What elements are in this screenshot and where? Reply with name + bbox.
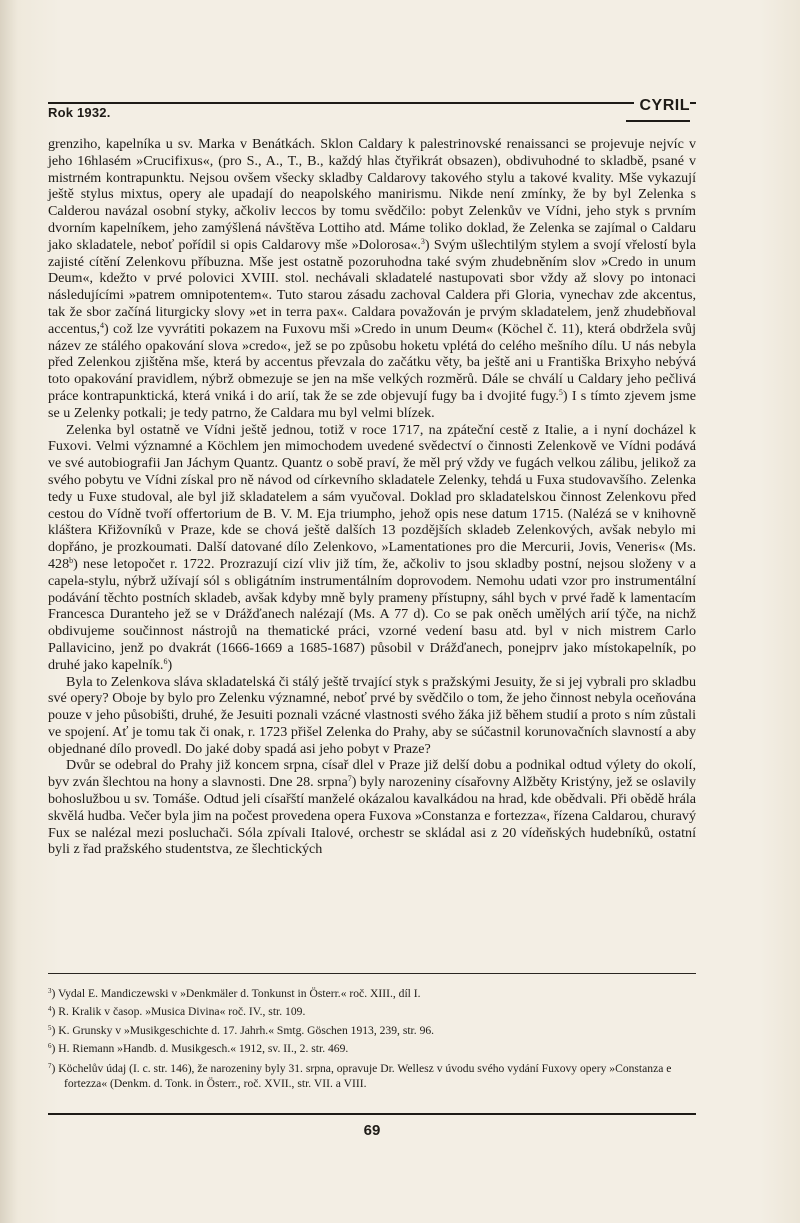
- footnote: [48, 1061, 696, 1091]
- paragraph: [48, 674, 696, 758]
- paragraph: [48, 136, 696, 422]
- footnote: [48, 985, 696, 1003]
- text-run: Dvůr se odebral do Prahy již koncem srpna, císař dlel v Praze již delší dobu a podnikal odtud výlety do okolí, byv zván šlechtou na hony a slavnosti. Dne 28. srpna: [48, 757, 696, 791]
- footnote-marker: 3: [420, 236, 425, 246]
- footnote-number: 5: [48, 1023, 52, 1032]
- footnote-text: ) Vydal E. Mandiczewski v »Denkmäler d. Tonkunst in Österr.« roč. XIII., díl I.: [51, 987, 421, 1000]
- footnote: [48, 1040, 696, 1058]
- footnote-marker: 4: [100, 320, 105, 330]
- footnote-text: ) R. Kralik v časop. »Musica Divina« roč. IV., str. 109.: [51, 1005, 306, 1019]
- footnote: [48, 1022, 696, 1040]
- running-header: [48, 96, 696, 126]
- footnote: [48, 1003, 696, 1021]
- text-run: Byla to Zelenkova sláva skladatelská či stálý ještě trvající styk s pražskými Jesuity, že si jej vybrali pro skladbu své opery? Oboje by bylo pro Zelenku významné, neboť prvé by svědčilo o tom, že jeho činnost nebyla oceňována pouze v jeho působišti, druhé, že Jesuiti poznali vzácné vlastnosti svého žáka již během studií a proto s ním zůstali ve spojení. Ať je tomu tak či onak, r. 1723 přišel Zelenka do Prahy, aby se súčastnil korunovačních slavností a aby objednané dílo provedl. Do jaké doby spadá asi jeho pobyt v Praze?: [48, 673, 696, 757]
- footnote-marker: 7: [347, 774, 352, 784]
- text-run: ) což lze vyvrátiti pokazem na Fuxovu mši »Credo in unum Deum« (Köchel č. 11), která obdržela svůj název ze stálého opakování slova »credo«, jež se po způsobu hoketu vplétá do celého mešního dílu. U nás nebyla před Zelenkou zjištěna mše, která by accentus převzala do začátku věty, ba ještě ani u Františka Brixyho nebývá toto opakování pravidlem, nýbrž obmezuje se jen na mše velkých rozměrů. Dále se chválí u Caldary jeho pečlivá práce kontrapunktická, která vniká i do arií, tak že se zde objevují fugy ba i dvojité fugy.: [48, 320, 696, 404]
- footnote-marker: b: [69, 555, 74, 565]
- text-run: ) Svým ušlechtilým stylem a svojí vřelostí byla zajisté cítění Zelenkovu příbuzna. Mše jest ostatně pozoruhodna také svým zhudebněním slov »Credo in unum Deum«, kdežto v prvé polovici XVIII. stol. nechávali skladatelé nastupovati sbor vždy až slovy po intonaci následujícími »patrem omnipotentem«. Tuto starou zásadu zachoval Caldera při Gloria, vynechav zde akcentus, tak že sbor začíná liturgicky slovy »et in terra pax«. Caldara považován je prvým skladatelem, jenž zhudebňoval accentus,: [48, 236, 696, 337]
- footer-rule: [48, 1113, 696, 1115]
- paragraph: [48, 422, 696, 674]
- footnote-number: 7: [48, 1061, 52, 1070]
- header-title-underline: [626, 120, 690, 122]
- footnote-text: ) Köchelův údaj (I. c. str. 146), že narozeniny byly 31. srpna, opravuje Dr. Wellesz v úvodu svého vydání Fuxovy opery »Constanza e fortezza« (Denkm. d. Tonk. in Österr., roč. XVII., str. VII. a VIII.: [51, 1061, 672, 1090]
- text-run: ): [167, 656, 173, 673]
- text-run: ) I s tímto zjevem jsme se u Zelenky potkali; je tedy patrno, že Caldara mu byl velmi blízek.: [48, 387, 697, 421]
- text-run: Zelenka byl ostatně ve Vídni ještě jednou, totiž v roce 1717, na zpáteční cestě z Italie, a i nyní docházel k Fuxovi. Velmi významné a Köchlem jen mimochodem uvedené svědectví o činnosti Zelenkově ve Vídni podává ve své autobiografii Jan Jáchym Quantz. Quantz o sobě praví, že měl prý vždy ve fugách velkou zálibu, jelikož za svého pobytu ve Vídni získal pro ně návod od církevního skladatele Zelenky, tehdá u Fuxa studovavšího. Zelenka tedy u Fuxe studoval, ale byl již skladatelem a sám vyučoval. Doklad pro skladatelskou činnost Zelenkovu před cestou do Vídně tvoří offertorium de B. V. M. Eja triumpho, jehož opis nese datum 1715. (Nalézá se v knihovně kláštera Křižovníků v Praze, kde se chová ještě dalších 13 pozdějších skladeb Zelenkových, avšak nebylo mi dopřáno, je prozkoumati. Další datované dílo Zelenkovo, »Lamentationes pro die Mercurii, Jovis, Veneris« (Ms. 428: [48, 421, 696, 572]
- text-run: grenziho, kapelníka u sv. Marka v Benátkách. Sklon Caldary k palestrinovské renaissanci se projevuje nejvíc v jeho 16hlasém »Crucifixus«, (pro S., A., T., B., každý hlas čtyřikrát obsazen), obdivuhodné to skladbě, psané v mistrném kontrapunktu. Nejsou ovšem všecky skladby Caldarovy takového stylu a takové kvality. Mše vykazují ještě stylus mixtus, opery ale upadají do neapolského manirismu. Nikde není zmínky, že by byl Zelenka s Calderou navázal osobní styky, ačkoliv leccos by tomu svědčilo: pobyt Zelenkův ve Vídni, jeho styk s prvním dvorním kapelníkem, jeho zamýšlená návštěva Lottiho atd. Máme toliko doklad, že Zelenka se zajímal o Caldaru jako skladatele, neboť pořídil si opis Caldarovy mše »Dolorosa«.: [48, 136, 696, 253]
- header-year: Rok 1932.: [48, 105, 111, 120]
- text-run: ) nese letopočet r. 1722. Prozrazují cizí vliv již tím, že, ačkoliv to jsou skladby postní, nejsou složeny v a capela-stylu, nýbrž užívají sól s obligátním instrumentálním doprovodem. Nemohu udati vzor pro instrumentální podávání těchto postních skladeb, avšak kdyby mně byly prameny přístupny, sáhl bych v prvé řadě k lamentacím Francesca Duranteho jež se v Drážďanech nalézají (Ms. A 77 d). Co se pak oněch umělých arií týče, na nichž obdivujeme součinnost nástrojů na thematické práci, vzorné vedení basu atd. byl v nich mistrem Carlo Pallavicino, jenž po dvakrát (1666-1669 a 1685-1687) působil v Drážďanech, ponejprv jako místokapelník, po druhé jako kapelník.: [48, 555, 696, 673]
- footnote-separator: [48, 973, 696, 974]
- footnote-text: ) K. Grunsky v »Musikgeschichte d. 17. Jahrh.« Smtg. Göschen 1913, 239, str. 96.: [51, 1023, 435, 1037]
- page-number: 69: [363, 1122, 381, 1139]
- main-text: [48, 136, 696, 858]
- paragraph: [48, 757, 696, 858]
- header-rule: [48, 102, 696, 104]
- footnote-number: 6: [48, 1042, 52, 1051]
- text-run: ) byly narozeniny císařovny Alžběty Kristýny, jež se oslavily bohoslužbou u sv. Tomáše. Odtud jeli císařští manželé okázalou kavalkádou na hrad, kde obědvali. Při obědě hrála skvělá hudba. Večer byla jim na počest provedena opera Fuxova »Constanza e fortezza«, řízena Caldarou, churavý Fux se nalézal mezi posluchači. Sóla zpívali Italové, orchestr se skládal asi z 20 vídeňských hudebníků, ostatní byli z řad pražského studentstva, ze šlechtických: [48, 774, 696, 858]
- footnote-number: 4: [48, 1005, 52, 1014]
- header-journal-title: CYRIL: [634, 97, 691, 115]
- footnote-marker: 5: [558, 387, 563, 397]
- footnotes: [48, 985, 696, 1091]
- footnote-number: 3: [48, 987, 52, 995]
- footnote-text: ) H. Riemann »Handb. d. Musikgesch.« 1912, sv. II., 2. str. 469.: [51, 1042, 349, 1056]
- footnote-marker: 6: [163, 656, 168, 666]
